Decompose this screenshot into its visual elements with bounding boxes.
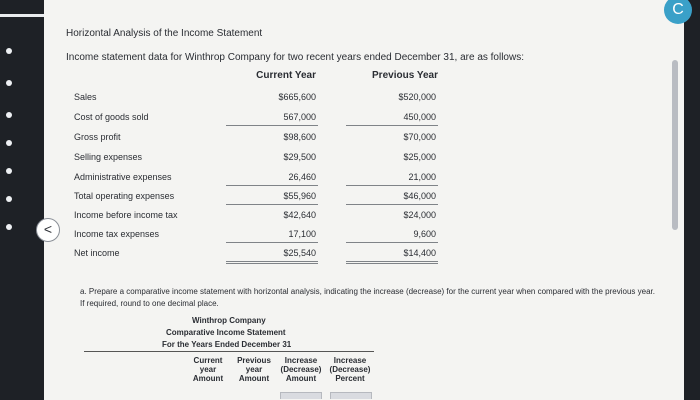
cell-current: $665,600 bbox=[278, 92, 316, 102]
row-label: Cost of goods sold bbox=[74, 112, 149, 122]
row-label: Gross profit bbox=[74, 132, 121, 142]
bezel-dot bbox=[6, 112, 12, 118]
statement-period: For the Years Ended December 31 bbox=[162, 340, 292, 349]
cell-previous: 450,000 bbox=[403, 112, 436, 122]
bezel-dot bbox=[6, 168, 12, 174]
total-double-rule bbox=[226, 263, 318, 264]
subtotal-rule bbox=[226, 125, 318, 126]
comp-col-header: Previous year Amount bbox=[237, 356, 271, 383]
comp-col-header: Increase (Decrease) Percent bbox=[329, 356, 371, 383]
corner-badge-icon[interactable]: C bbox=[664, 0, 692, 24]
intro-text: Income statement data for Winthrop Company for two recent years ended December 31, are as follows: bbox=[66, 52, 524, 63]
bezel-dot bbox=[6, 196, 12, 202]
section-title: Horizontal Analysis of the Income Statement bbox=[66, 28, 263, 39]
subtotal-rule bbox=[226, 242, 318, 243]
subtotal-rule bbox=[346, 125, 438, 126]
cell-previous: $520,000 bbox=[398, 92, 436, 102]
answer-input[interactable] bbox=[330, 392, 372, 399]
col-header-current: Current Year bbox=[256, 70, 316, 81]
subtotal-rule bbox=[346, 242, 438, 243]
statement-name: Comparative Income Statement bbox=[166, 328, 286, 337]
cell-current: 17,100 bbox=[288, 229, 316, 239]
cell-previous: $70,000 bbox=[403, 132, 436, 142]
header-rule bbox=[84, 351, 374, 352]
bezel-dot bbox=[6, 224, 12, 230]
cell-previous: 21,000 bbox=[408, 172, 436, 182]
subtotal-rule bbox=[346, 204, 438, 205]
cell-current: 26,460 bbox=[288, 172, 316, 182]
row-label: Sales bbox=[74, 92, 97, 102]
comp-col-header: Current year Amount bbox=[192, 356, 224, 383]
bezel-bar bbox=[0, 14, 44, 17]
cell-current: $25,540 bbox=[283, 248, 316, 258]
comp-col-header: Increase (Decrease) Amount bbox=[280, 356, 322, 383]
problem-page bbox=[44, 0, 684, 400]
total-double-rule bbox=[346, 263, 438, 264]
cell-current: $42,640 bbox=[283, 210, 316, 220]
company-name: Winthrop Company bbox=[192, 316, 266, 325]
bezel-dot bbox=[6, 48, 12, 54]
row-label: Total operating expenses bbox=[74, 191, 175, 201]
cell-current: $29,500 bbox=[283, 152, 316, 162]
cell-previous: 9,600 bbox=[413, 229, 436, 239]
cell-current: $98,600 bbox=[283, 132, 316, 142]
answer-input[interactable] bbox=[280, 392, 322, 399]
row-label: Net income bbox=[74, 248, 120, 258]
cell-previous: $46,000 bbox=[403, 191, 436, 201]
cell-previous: $14,400 bbox=[403, 248, 436, 258]
row-label: Selling expenses bbox=[74, 152, 143, 162]
col-header-previous: Previous Year bbox=[372, 70, 438, 81]
cell-current: $55,960 bbox=[283, 191, 316, 201]
row-label: Administrative expenses bbox=[74, 172, 172, 182]
row-label: Income before income tax bbox=[74, 210, 178, 220]
vertical-scrollbar[interactable] bbox=[672, 60, 678, 230]
bezel-dot bbox=[6, 80, 12, 86]
cell-current: 567,000 bbox=[283, 112, 316, 122]
total-double-rule bbox=[346, 261, 438, 262]
cell-previous: $25,000 bbox=[403, 152, 436, 162]
subtotal-rule bbox=[346, 185, 438, 186]
back-arrow-icon[interactable]: < bbox=[36, 218, 60, 242]
total-double-rule bbox=[226, 261, 318, 262]
cell-previous: $24,000 bbox=[403, 210, 436, 220]
bezel-dot bbox=[6, 140, 12, 146]
subtotal-rule bbox=[226, 204, 318, 205]
subtotal-rule bbox=[226, 185, 318, 186]
instruction-text: a. Prepare a comparative income statement with horizontal analysis, indicating the increase (decrease) for the current year when compared with the previous year. If required, round to one decimal place. bbox=[80, 287, 655, 308]
row-label: Income tax expenses bbox=[74, 229, 160, 239]
